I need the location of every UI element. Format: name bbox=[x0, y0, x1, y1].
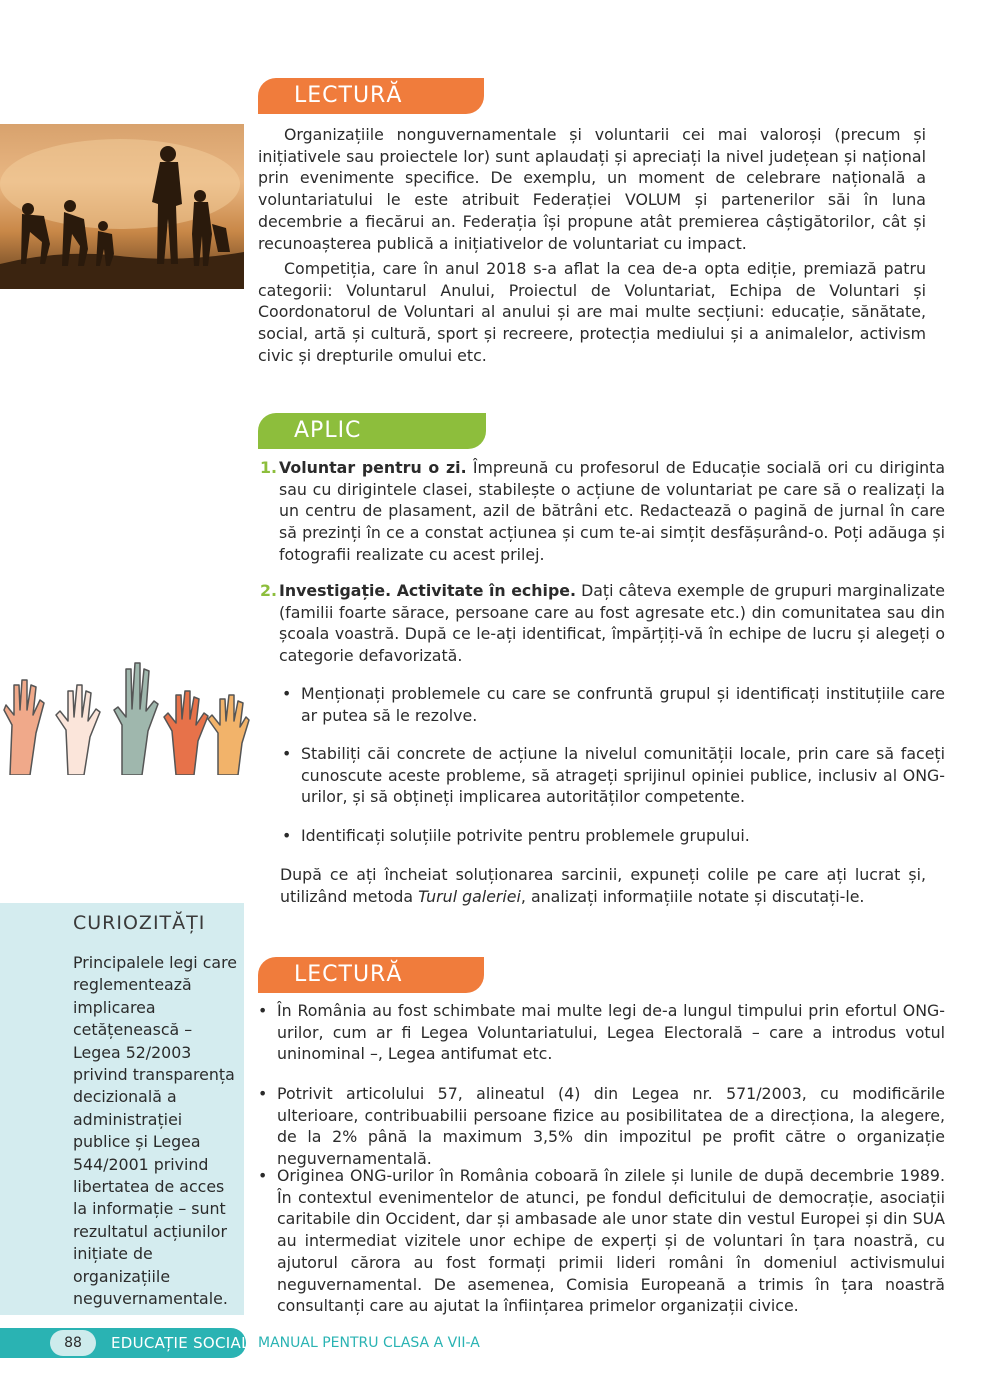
exercise-number: 1. bbox=[260, 458, 277, 477]
volunteers-photo bbox=[0, 124, 244, 289]
exercise-title: Voluntar pentru o zi. bbox=[279, 458, 467, 477]
exercise-text: Împreună cu profesorul de Educație socială ori cu diriginta sau cu dirigintele clasei, stabilește o acțiune de voluntariat pe care să o realizați la un centru de plasament, azil de bătrâni etc. Redactează o pagină de jurnal în care să prezinți în ce a constat acțiunea și cum te-ai simțit desfășurând-o. Poți adăuga și fotografii realizate cu acest prilej. bbox=[279, 458, 945, 564]
silhouettes-illustration bbox=[0, 124, 244, 289]
exercise-number: 2. bbox=[260, 581, 277, 600]
bullet-icon: • bbox=[258, 1084, 268, 1103]
exercise-2 bbox=[260, 580, 945, 667]
task-bullet: • Stabiliți căi concrete de acțiune la nivelul comunității locale, prin care să faceți cunoscute aceste probleme, să atrageți sprijinul opiniei publice, inclusiv al ONG-urilor, și să obțineți implicarea autorităților competente. bbox=[282, 744, 945, 807]
exercise-title: Investigație. Activitate în echipe. bbox=[279, 581, 576, 600]
subject-label: EDUCAȚIE SOCIALĂ bbox=[111, 1334, 261, 1352]
bullet-icon: • bbox=[282, 744, 292, 763]
method-name: Turul galeriei bbox=[418, 886, 521, 906]
bullet-icon: • bbox=[282, 684, 292, 703]
lectura-paragraph-2: Competiția, care în anul 2018 s-a aflat la cea de-a opta ediție, premiază patru categorii: Voluntarul Anului, Proiectul de Voluntariat, Echipa de Voluntari și Coordonatorul de Voluntari al anului și are mai multe secțiuni: educație, sănătate, social, artă și cultură, sport și recreere, protecția mediului și a animalelor, activism civic și drepturile omului etc. bbox=[258, 259, 926, 365]
lectura-bullet: • Potrivit articolului 57, alineatul (4) din Legea nr. 571/2003, cu modificările ulterioare, contribuabilii persoane fizice au posibilitatea de a direcționa, la alegere, de la 2% până la maximum 3,5% din impozitul pe profit către o organizație neguvernamentală. bbox=[258, 1084, 945, 1169]
lectura-bullet: • În România au fost schimbate mai multe legi de-a lungul timpului prin efortul ONG-urilor, cum ar fi Legea Voluntariatului, Legea Electorală – care a introdus votul uninominal –, Legea antifumat etc. bbox=[258, 1001, 945, 1064]
lectura-banner: LECTURĂ bbox=[258, 957, 484, 993]
task-bullet: • Identificați soluțiile potrivite pentru problemele grupului. bbox=[282, 826, 750, 845]
exercise-1 bbox=[260, 457, 945, 566]
lectura-banner: LECTURĂ bbox=[258, 78, 484, 114]
task-bullet: • Menționați problemele cu care se confruntă grupul și identificați instituțiile care ar putea să le rezolve. bbox=[282, 684, 945, 725]
curiozitati-title: CURIOZITĂȚI bbox=[73, 912, 206, 934]
raised-hands-illustration bbox=[0, 655, 250, 775]
bullet-icon: • bbox=[258, 1001, 268, 1020]
bullet-icon: • bbox=[258, 1166, 268, 1185]
aplic-banner: APLIC bbox=[258, 413, 486, 449]
bullet-icon: • bbox=[282, 826, 292, 845]
closing-paragraph: După ce ați încheiat soluționarea sarcinii, expuneți colile pe care ați lucrat și, utilizând metoda Turul galeriei, analizați informațiile notate și discutați-le. bbox=[280, 865, 926, 906]
lectura-paragraph-1: Organizațiile nonguvernamentale și voluntarii cei mai valoroși (precum și inițiativele sau proiectele lor) sunt aplaudați și apreciați la nivel județean și național prin evenimente specifice. De exemplu, un moment de celebrare națională a voluntariatului le este atribuit Federației VOLUM și partenerilor săi în luna decembrie a fiecărui an. Federația își propune atât premierea câștigătorilor, cât și recunoașterea publică a inițiativelor de voluntariat cu impact. bbox=[258, 125, 926, 253]
exercise-text: Dați câteva exemple de grupuri marginalizate (familii foarte sărace, persoane care au fost agresate etc.) din comunitatea sau din școala voastră. După ce le-ați identificat, împărțiți-vă în echipe de lucru și alegeți o categorie defavorizată. bbox=[279, 581, 945, 666]
manual-label: MANUAL PENTRU CLASA A VII-A bbox=[258, 1335, 480, 1351]
page-number: 88 bbox=[50, 1330, 96, 1356]
curiozitati-text: Principalele legi care reglementează implicarea cetățenească – Legea 52/2003 privind transparența decizională a administrației publice și Legea 544/2001 privind libertatea de acces la informație – sunt rezultatul acțiunilor inițiate de organizațiile neguvernamentale. bbox=[73, 953, 237, 1309]
lectura-bullet: • Originea ONG-urilor în România coboară în zilele și lunile de după decembrie 1989. În contextul evenimentelor de atunci, pe fondul deficitului de democrație, asociații caritabile din Occident, dar și ambasade ale unor state din vestul Europei și din SUA au intermediat vizitele unor echipe de experți și de voluntari în țara noastră, cu ajutorul cărora au fost formați primii lideri români în domeniul activismului neguvernamental. De asemenea, Comisia Europeană a trimis în țara noastră consultanți care au ajutat la înființarea primelor organizații civice. bbox=[258, 1166, 945, 1316]
